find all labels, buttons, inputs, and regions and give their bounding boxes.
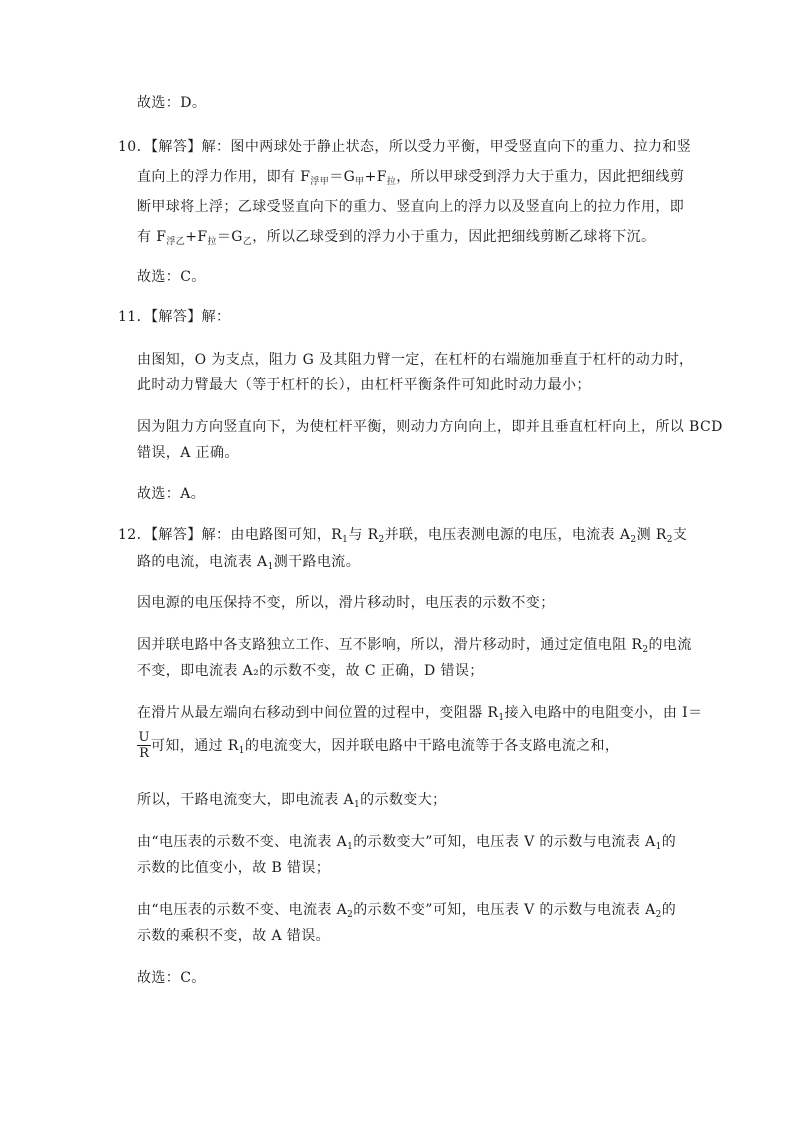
subscript: 2 bbox=[378, 535, 385, 545]
q11-header bbox=[118, 307, 230, 327]
text-run: 路的电流，电流表 A bbox=[137, 554, 268, 570]
q11-answer: 故选：A。 bbox=[137, 486, 206, 502]
q10-line-2 bbox=[137, 167, 684, 187]
subscript: 甲 bbox=[355, 177, 365, 187]
subscript: 1 bbox=[655, 842, 662, 852]
q10-line-3: 断甲球将上浮；乙球受竖直向下的重力、竖直向上的浮力以及竖直向上的拉力作用，即 bbox=[137, 199, 685, 215]
subscript: 1 bbox=[267, 562, 274, 572]
subscript: 浮乙 bbox=[166, 237, 186, 247]
text-run: 测 R bbox=[636, 527, 667, 543]
q12-p7-line-1 bbox=[137, 900, 676, 920]
q12-number: 12． bbox=[118, 527, 152, 543]
text-run: 有 F bbox=[137, 229, 167, 245]
q12-p4-line-2 bbox=[151, 736, 619, 756]
q11-p1-line-2: 此时动力臂最大（等于杠杆的长），由杠杆平衡条件可知此时动力最小； bbox=[137, 377, 591, 393]
subscript: 2 bbox=[655, 910, 662, 920]
q11-intro: 解： bbox=[201, 309, 231, 325]
text-run: 直向上的浮力作用，即有 F bbox=[137, 169, 311, 185]
fraction-numerator: U bbox=[138, 730, 150, 745]
q12-p7-line-2: 示数的乘积不变，故 A 错误。 bbox=[137, 928, 331, 944]
text-run: 解：由电路图可知，R bbox=[201, 527, 343, 543]
q12-paragraph-2: 因电源的电压保持不变，所以，滑片移动时，电压表的示数不变； bbox=[137, 595, 555, 611]
text-run: 测干路电流。 bbox=[273, 554, 361, 570]
fraction-u-over-r bbox=[137, 730, 151, 761]
q10-answer: 故选：C。 bbox=[137, 269, 206, 285]
text-run: 的电流变大，因并联电路中干路电流等于各支路电流之和， bbox=[244, 738, 620, 754]
fraction-denominator: R bbox=[139, 746, 149, 761]
q12-line-2 bbox=[137, 552, 360, 572]
q10-tag: 【解答】 bbox=[151, 139, 202, 155]
q9-answer: 故选：D。 bbox=[137, 95, 207, 111]
text-run: 的示数不变”可知，电压表 V 的示数与电流表 A bbox=[353, 902, 656, 918]
text-run: +F bbox=[185, 229, 208, 245]
q12-tag: 【解答】 bbox=[151, 527, 202, 543]
text-run: ＝G bbox=[329, 169, 356, 185]
subscript: 2 bbox=[642, 645, 649, 655]
text-run: 所以，干路电流变大，即电流表 A bbox=[137, 792, 354, 808]
text-run: 的 bbox=[661, 902, 677, 918]
subscript: 1 bbox=[238, 746, 245, 756]
text-run: 由“电压表的示数不变、电流表 A bbox=[137, 902, 348, 918]
text-run: ＝G bbox=[216, 229, 243, 245]
q12-answer: 故选：C。 bbox=[137, 970, 206, 986]
subscript: 拉 bbox=[207, 237, 217, 247]
subscript: 2 bbox=[630, 535, 637, 545]
text-run: ，所以甲球受到浮力大于重力，因此把细线剪 bbox=[396, 169, 685, 185]
text-run: 由“电压表的示数不变、电流表 A bbox=[137, 834, 348, 850]
q12-paragraph-5 bbox=[137, 790, 447, 810]
text-run: 因并联电路中各支路独立工作、互不影响，所以，滑片移动时，通过定值电阻 R bbox=[137, 637, 643, 653]
text-run: 的示数变大； bbox=[360, 792, 447, 808]
q11-p2-line-2: 错误，A 正确。 bbox=[137, 445, 239, 461]
subscript: 2 bbox=[347, 910, 354, 920]
q11-number: 11． bbox=[118, 309, 152, 325]
q12-p3-line-2: 不变，即电流表 A₂的示数不变，故 C 正确，D 错误； bbox=[137, 663, 484, 679]
q12-p3-line-1 bbox=[137, 635, 692, 655]
subscript: 1 bbox=[353, 800, 361, 810]
text-run: 的示数变大”可知，电压表 V 的示数与电流表 A bbox=[353, 834, 656, 850]
q12-line-1 bbox=[118, 525, 687, 545]
text-run: +F bbox=[364, 169, 387, 185]
q10-line-1 bbox=[118, 137, 691, 157]
q11-p1-line-1: 由图知，O 为支点，阻力 G 及其阻力臂一定，在杠杆的右端施加垂直于杠杆的动力时， bbox=[137, 352, 694, 368]
q10-text: 解：图中两球处于静止状态，所以受力平衡，甲受竖直向下的重力、拉力和竖 bbox=[201, 139, 692, 155]
q10-number: 10． bbox=[118, 139, 152, 155]
subscript: 1 bbox=[347, 842, 354, 852]
q12-p4-line-1 bbox=[137, 703, 703, 723]
text-run: 并联，电压表测电源的电压，电流表 A bbox=[384, 527, 631, 543]
subscript: 2 bbox=[666, 535, 673, 545]
subscript: 1 bbox=[498, 713, 505, 723]
q12-p6-line-1 bbox=[137, 832, 676, 852]
text-run: 在滑片从最左端向右移动到中间位置的过程中，变阻器 R bbox=[137, 705, 499, 721]
q12-p6-line-2: 示数的比值变小，故 B 错误； bbox=[137, 860, 331, 876]
text-run: ，所以乙球受到的浮力小于重力，因此把细线剪断乙球将下沉。 bbox=[252, 229, 656, 245]
text-run: 的电流 bbox=[648, 637, 692, 653]
text-run: 的 bbox=[661, 834, 677, 850]
q11-p2-line-1: 因为阻力方向竖直向下，为使杠杆平衡，则动力方向向上，即并且垂直杠杆向上，所以 BCD bbox=[137, 419, 723, 435]
text-run: 可知，通过 R bbox=[151, 738, 239, 754]
subscript: 乙 bbox=[242, 237, 253, 247]
text-run: 与 R bbox=[348, 527, 379, 543]
subscript: 1 bbox=[342, 535, 349, 545]
subscript: 拉 bbox=[386, 177, 397, 187]
text-run: 接入电路中的电阻变小，由 I＝ bbox=[504, 705, 703, 721]
subscript: 浮甲 bbox=[310, 177, 330, 187]
text-run: 支 bbox=[672, 527, 688, 543]
q10-line-4 bbox=[137, 227, 655, 247]
q11-tag: 【解答】 bbox=[151, 309, 202, 325]
